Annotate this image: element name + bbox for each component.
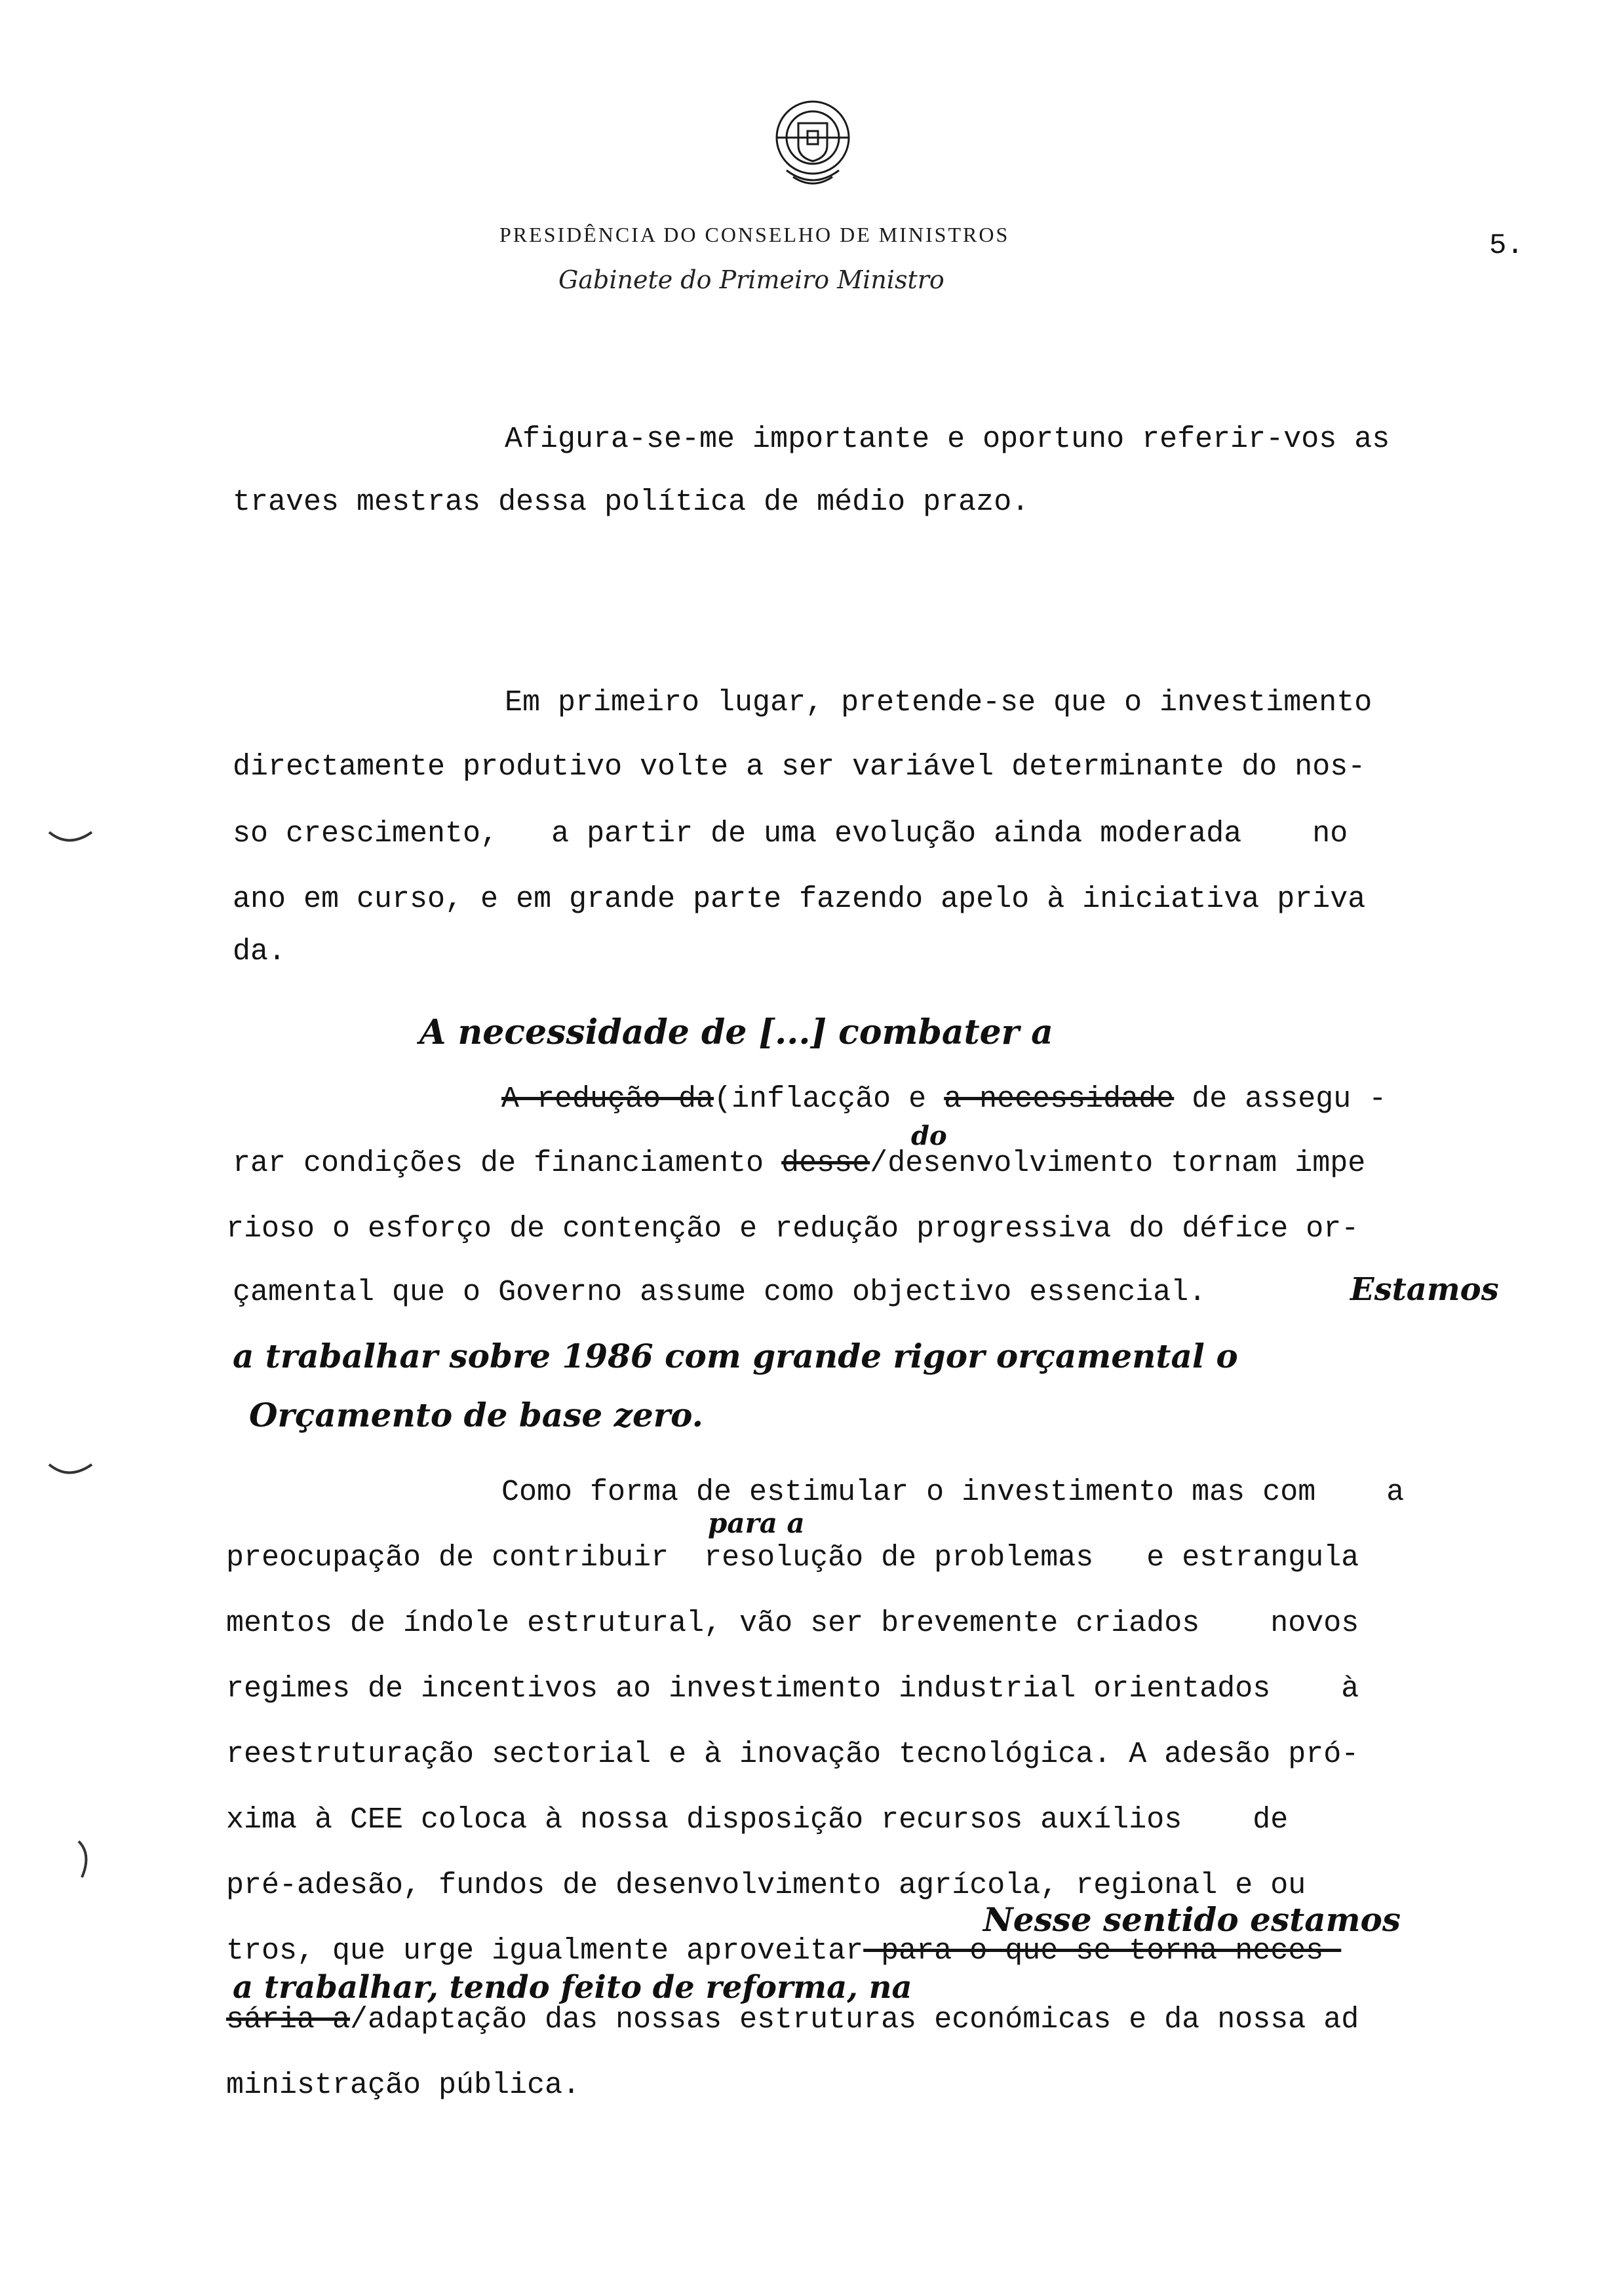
- handwritten-insertion: do: [911, 1120, 947, 1151]
- text-line: [226, 1936, 1341, 1966]
- handwritten-annotation: Nesse sentido estamos: [983, 1900, 1401, 1939]
- text-segment: inflacção e: [731, 1082, 944, 1116]
- text-segment: auxílios de: [1022, 1803, 1289, 1837]
- text-line: Em primeiro lugar, pretende-se que o investimento: [505, 686, 1372, 719]
- handwritten-annotation: Orçamento de base zero.: [249, 1396, 703, 1434]
- text-line: Afigura-se-me importante e oportuno referir-vos as: [505, 423, 1390, 456]
- text-line: ano em curso, e em grande parte fazendo apelo à iniciativa priva: [233, 883, 1366, 916]
- text-line: çamental que o Governo assume como objectivo essencial.: [233, 1276, 1207, 1309]
- text-line: directamente produtivo volte a ser variável determinante do nos-: [233, 750, 1366, 784]
- text-segment: fundos de desenvolvimento agrícola, regional e ou: [421, 1869, 1306, 1902]
- struck-text: desse: [781, 1147, 870, 1180]
- text-line: regimes de incentivos ao investimento industrial orientados à: [226, 1672, 1359, 1706]
- text-segment: /: [870, 1147, 888, 1180]
- text-line: reestruturação sectorial e à inovação tecnológica. A adesão pró-: [226, 1738, 1359, 1771]
- text-line: rioso o esforço de contenção e redução progressiva do défice or-: [226, 1212, 1359, 1246]
- text-segment: resolução de problemas e estrangula: [686, 1541, 1359, 1575]
- text-line: [226, 2005, 1359, 2035]
- text-line: Como forma de estimular o investimento mas com a: [501, 1476, 1405, 1509]
- text-segment: /: [350, 2003, 368, 2037]
- text-segment: adaptação das nossas estruturas económicas e da nossa ad: [368, 2003, 1359, 2037]
- margin-mark: [72, 1838, 98, 1884]
- text-segment: desenvolvimento tornam impe: [887, 1147, 1366, 1180]
- text-segment: preocupação de contribuir: [226, 1541, 687, 1575]
- text-line: [226, 1543, 1359, 1573]
- text-segment: (: [714, 1082, 732, 1116]
- handwritten-annotation: a trabalhar sobre 1986 com grande rigor orçamental o: [233, 1337, 1238, 1375]
- page-number: 5.: [1489, 229, 1524, 262]
- struck-text: para o que se torna neces-: [863, 1934, 1342, 1968]
- text-line: [226, 1871, 1306, 1900]
- text-line: so crescimento, a partir de uma evolução ainda moderada no: [233, 817, 1348, 851]
- text-segment: rar condições de financiamento: [233, 1147, 782, 1180]
- text-segment: xima à CEE coloca à nossa disposição recursos: [226, 1803, 1023, 1837]
- text-line: traves mestras dessa política de médio prazo.: [233, 486, 1030, 519]
- margin-mark: [46, 1458, 98, 1484]
- office-subtitle: Gabinete do Primeiro Ministro: [558, 265, 944, 294]
- text-line: [501, 1084, 1386, 1114]
- struck-text: A redução da: [501, 1082, 714, 1116]
- text-line: ministração pública.: [226, 2069, 581, 2102]
- margin-mark: [46, 826, 98, 852]
- struck-text: sária a: [226, 2003, 351, 2037]
- struck-text: a necessidade: [944, 1082, 1175, 1116]
- text-line: [233, 1149, 1365, 1178]
- handwritten-insertion: para a: [708, 1507, 805, 1539]
- handwritten-annotation: A necessidade de [...] combater a: [419, 1012, 1053, 1052]
- text-segment: de assegu -: [1174, 1082, 1387, 1116]
- text-line: mentos de índole estrutural, vão ser brevemente criados novos: [226, 1607, 1359, 1640]
- institution-title: PRESIDÊNCIA DO CONSELHO DE MINISTROS: [499, 223, 1010, 246]
- text-segment: pré-adesão,: [226, 1869, 421, 1902]
- text-line: [226, 1805, 1288, 1835]
- handwritten-annotation: Estamos: [1350, 1271, 1499, 1308]
- coat-of-arms-icon: [760, 92, 865, 197]
- handwritten-annotation: a trabalhar, tendo feito de reforma, na: [233, 1969, 912, 2006]
- text-line: da.: [233, 935, 286, 968]
- text-segment: tros, que urge igualmente aproveitar: [226, 1934, 864, 1968]
